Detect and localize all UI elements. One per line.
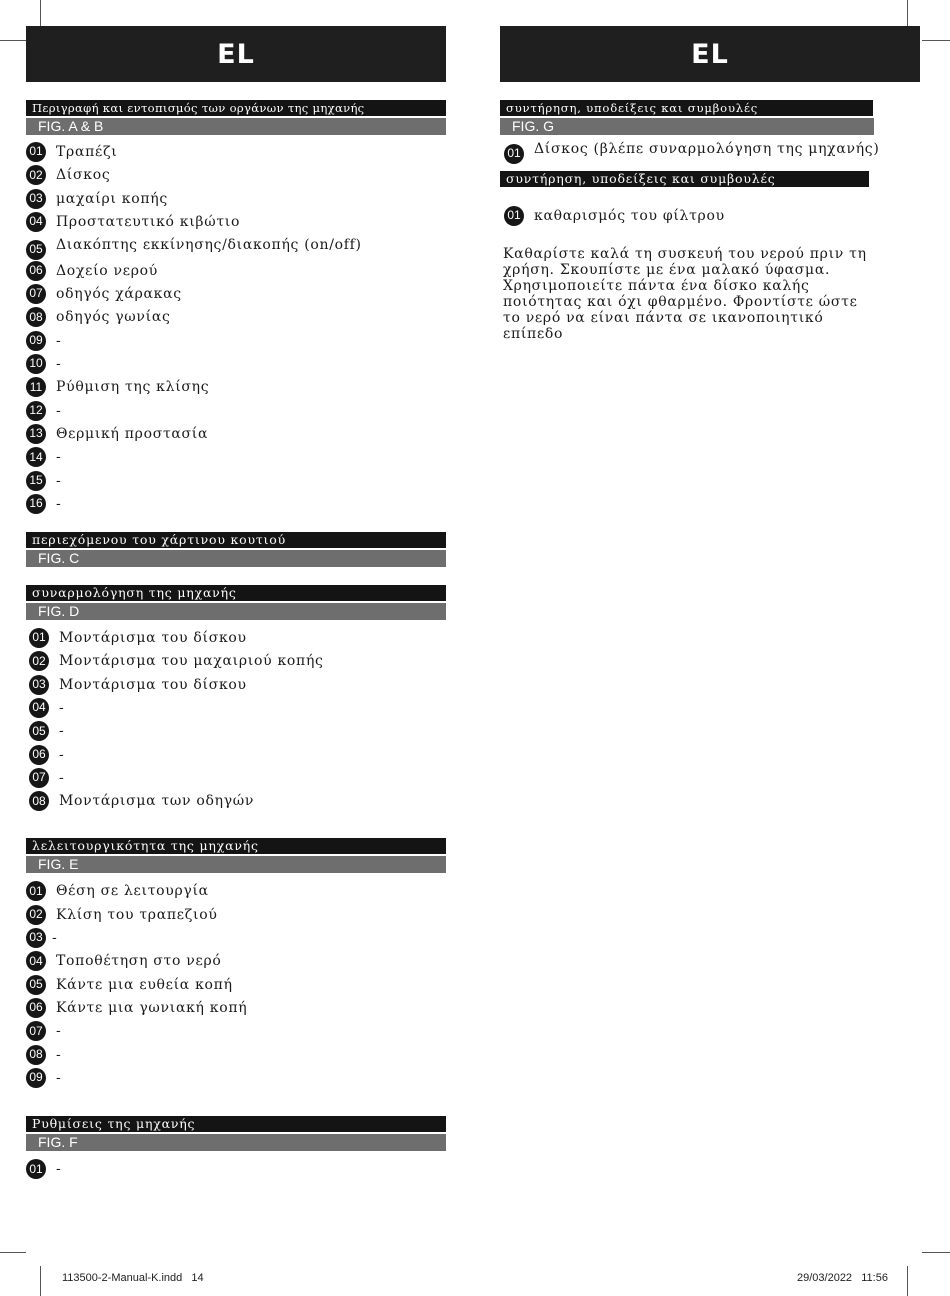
list-item	[29, 627, 446, 650]
assembly-list	[26, 627, 446, 813]
item-text: οδηγός γωνίας	[56, 309, 171, 326]
settings-list	[26, 1158, 446, 1181]
item-text: Δίσκος	[56, 167, 111, 184]
list-item	[26, 376, 446, 399]
list-item	[26, 974, 446, 997]
item-text: -	[52, 930, 58, 947]
item-text: -	[56, 1046, 62, 1063]
item-text: -	[59, 746, 65, 763]
item-text: -	[56, 402, 62, 419]
language-banner: EL	[26, 26, 446, 82]
crop-mark-top-right-v	[907, 0, 908, 26]
section-title: λελειτουργικότητα της μηχανής	[26, 838, 446, 854]
item-number-badge: 01	[26, 142, 46, 162]
crop-mark-top-right-h	[922, 40, 950, 41]
list-item	[26, 260, 446, 283]
item-number-badge: 04	[26, 951, 46, 971]
item-number-badge: 06	[26, 998, 46, 1018]
item-number-badge: 05	[26, 240, 46, 260]
list-item	[26, 400, 446, 423]
section-title: συναρμολόγηση της μηχανής	[26, 585, 446, 601]
item-number-badge: 15	[26, 471, 46, 491]
item-number-badge: 13	[26, 424, 46, 444]
list-item	[26, 927, 446, 950]
section-box-contents	[26, 532, 446, 567]
item-text: -	[56, 1023, 62, 1040]
item-text: Μοντάρισμα του μαχαιριού κοπής	[59, 653, 324, 670]
item-text: Ρύθμιση της κλίσης	[56, 379, 210, 396]
item-text: Δίσκος (βλέπε συναρμολόγηση της μηχανής)	[534, 141, 880, 157]
figure-label: FIG. D	[26, 603, 446, 620]
item-text: -	[56, 1069, 62, 1086]
section-settings	[26, 1116, 446, 1181]
list-item	[29, 720, 446, 743]
list-item	[26, 950, 446, 973]
list-item	[26, 211, 446, 234]
item-text: -	[56, 495, 62, 512]
item-number-badge: 05	[26, 975, 46, 995]
list-item	[26, 446, 446, 469]
item-number-badge: 02	[26, 905, 46, 925]
figure-label: FIG. C	[26, 550, 446, 567]
list-item	[26, 1067, 446, 1090]
section-title: Περιγραφή και εντοπισμός των οργάνων της μηχανής	[26, 100, 446, 116]
list-item	[26, 1158, 446, 1181]
list-item	[26, 423, 446, 446]
item-number-badge: 08	[26, 1045, 46, 1065]
list-item	[26, 141, 446, 164]
item-number-badge: 06	[29, 745, 49, 765]
footer-datetime: 29/03/2022 11:56	[797, 1272, 888, 1284]
section-title: περιεχόμενου του χάρτινου κουτιού	[26, 532, 446, 548]
filter-list	[500, 205, 920, 228]
figure-label: FIG. E	[26, 856, 446, 873]
section-maintenance-filter	[500, 171, 920, 342]
item-text: Θερμική προστασία	[56, 425, 209, 442]
item-text: καθαρισμός του φίλτρου	[534, 207, 725, 224]
right-column	[500, 26, 920, 342]
item-text: -	[59, 699, 65, 716]
item-number-badge: 07	[29, 768, 49, 788]
item-number-badge: 12	[26, 401, 46, 421]
item-text: -	[56, 356, 62, 373]
item-number-badge: 03	[26, 928, 46, 948]
item-number-badge: 05	[29, 721, 49, 741]
item-text: -	[59, 723, 65, 740]
list-item	[26, 493, 446, 516]
item-text: -	[56, 1161, 62, 1178]
list-item	[26, 470, 446, 493]
item-number-badge: 10	[26, 354, 46, 374]
item-number-badge: 01	[26, 1159, 46, 1179]
item-text: Διακόπτης εκκίνησης/διακοπής (on/off)	[56, 237, 362, 254]
list-item	[26, 353, 446, 376]
list-item	[26, 283, 446, 306]
figure-label: FIG. A & B	[26, 118, 446, 135]
crop-mark-bottom-right-h	[922, 1252, 950, 1253]
item-number-badge: 07	[26, 1021, 46, 1041]
crop-mark-bottom-left-h	[0, 1252, 26, 1253]
list-item	[26, 306, 446, 329]
item-number-badge: 07	[26, 284, 46, 304]
item-number-badge: 03	[26, 189, 46, 209]
item-number-badge: 04	[26, 212, 46, 232]
item-text: Τοποθέτηση στο νερό	[56, 953, 222, 970]
item-number-badge: 06	[26, 261, 46, 281]
item-text: Θέση σε λειτουργία	[56, 883, 209, 900]
item-text: Κάντε μια ευθεία κοπή	[56, 976, 233, 993]
item-text: Κάντε μια γωνιακή κοπή	[56, 999, 248, 1016]
figure-label: FIG. F	[26, 1134, 446, 1151]
section-assembly	[26, 585, 446, 813]
item-text: Τραπέζι	[56, 144, 118, 160]
item-number-badge: 11	[26, 377, 46, 397]
list-item	[26, 164, 446, 187]
item-number-badge: 09	[26, 331, 46, 351]
crop-mark-bottom-right-v	[907, 1266, 908, 1296]
list-item	[26, 1044, 446, 1067]
cleaning-instructions: Καθαρίστε καλά τη συσκευή του νερού πριν τη χρήση. Σκουπίστε με ένα μαλακό ύφασμα. Χρησιμοποιείτε πάντα ένα δίσκο καλής ποιότητας και όχι φθαρμένο. Φροντίστε ώστε το νερό να είναι πάντα σε ικανοποιητικό επίπεδο	[503, 245, 867, 342]
list-item	[26, 330, 446, 353]
item-number-badge: 14	[26, 447, 46, 467]
figure-label: FIG. G	[500, 118, 874, 135]
item-number-badge: 04	[29, 698, 49, 718]
section-title: Ρυθμίσεις της μηχανής	[26, 1116, 446, 1132]
item-number-badge: 01	[504, 206, 524, 226]
list-item	[26, 188, 446, 211]
list-item	[29, 650, 446, 673]
item-text: -	[56, 472, 62, 489]
item-number-badge: 08	[29, 791, 49, 811]
item-number-badge: 02	[29, 651, 49, 671]
list-item	[26, 880, 446, 903]
item-number-badge: 03	[29, 675, 49, 695]
list-item	[26, 997, 446, 1020]
item-number-badge: 16	[26, 494, 46, 514]
item-text: Μοντάρισμα του δίσκου	[59, 630, 247, 647]
item-number-badge: 01	[29, 628, 49, 648]
list-item	[26, 904, 446, 927]
section-maintenance	[500, 100, 920, 164]
item-text: -	[59, 769, 65, 786]
section-title: συντήρηση, υποδείξεις και συμβουλές	[500, 100, 873, 116]
item-number-badge: 01	[26, 881, 46, 901]
item-text: -	[56, 332, 62, 349]
item-text: Προστατευτικό κιβώτιο	[56, 213, 241, 230]
list-item	[29, 744, 446, 767]
item-text: οδηγός χάρακας	[56, 286, 182, 303]
item-text: -	[56, 449, 62, 466]
list-item	[504, 141, 920, 164]
footer-filename: 113500-2-Manual-K.indd 14	[62, 1272, 204, 1284]
item-text: Κλίση του τραπεζιού	[56, 906, 218, 923]
list-item	[504, 205, 920, 228]
item-number-badge: 01	[504, 144, 524, 164]
parts-list	[26, 141, 446, 516]
crop-mark-top-left-v	[40, 0, 41, 26]
crop-mark-bottom-left-v	[40, 1266, 41, 1296]
item-number-badge: 08	[26, 307, 46, 327]
crop-mark-top-left-h	[0, 40, 26, 41]
operation-list	[26, 880, 446, 1090]
list-item	[29, 767, 446, 790]
language-banner: EL	[500, 26, 920, 82]
list-item	[26, 1020, 446, 1043]
section-operation	[26, 838, 446, 1090]
item-number-badge: 02	[26, 165, 46, 185]
left-column	[26, 26, 446, 1181]
list-item	[29, 790, 446, 813]
item-text: Δοχείο νερού	[56, 262, 158, 279]
item-text: Μοντάρισμα των οδηγών	[59, 793, 255, 810]
list-item	[29, 674, 446, 697]
maintenance-list	[500, 141, 920, 164]
section-title: συντήρηση, υποδείξεις και συμβουλές	[500, 171, 869, 187]
item-text: μαχαίρι κοπής	[56, 190, 168, 207]
section-parts-description	[26, 100, 446, 516]
item-text: Μοντάρισμα του δίσκου	[59, 676, 247, 693]
list-item	[29, 697, 446, 720]
list-item	[26, 234, 446, 260]
item-number-badge: 09	[26, 1068, 46, 1088]
